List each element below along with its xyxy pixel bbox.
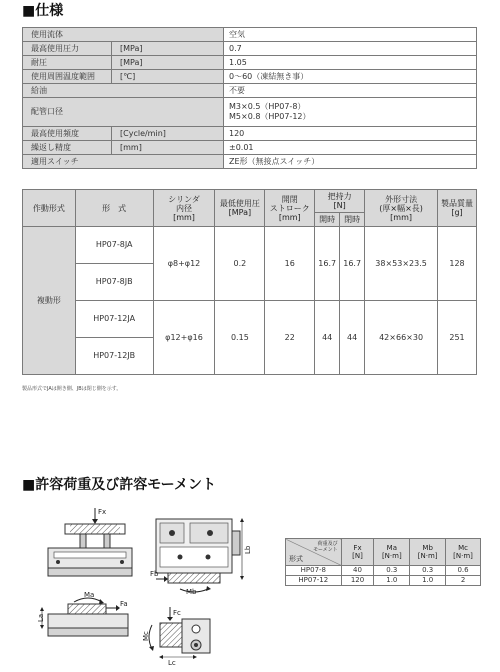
header-line: 把持力 — [327, 192, 352, 201]
header-unit: [mm] — [278, 212, 301, 222]
header-line: 開閉 — [281, 194, 298, 204]
header-line: 内径 — [175, 203, 192, 213]
moment-table-header-row — [286, 539, 481, 566]
moment-value-cell: 1.0 — [410, 576, 446, 586]
spec-row — [23, 127, 477, 141]
header-unit: [N] — [352, 552, 363, 560]
header-mc — [446, 539, 481, 566]
corner-header — [286, 539, 342, 566]
header-mb — [410, 539, 446, 566]
model-cell: HP07-8JB — [75, 264, 153, 301]
header-unit: [MPa] — [228, 208, 252, 217]
spec-row — [23, 56, 477, 70]
grip-close-cell: 16.7 — [340, 227, 365, 301]
table-row — [286, 566, 481, 576]
header-grip-open: 開時 — [315, 213, 340, 227]
header-line: Fx — [353, 544, 362, 552]
model-table-header-row — [23, 190, 477, 213]
header-unit: [N] — [333, 201, 346, 210]
mass-cell: 128 — [438, 227, 477, 301]
min-pressure-cell: 0.15 — [215, 301, 265, 375]
corner-header-top: 荷重及び モーメント — [313, 541, 338, 553]
spec-value: 空気 — [224, 28, 477, 42]
ma-label: Ma — [84, 591, 95, 599]
grip-open-cell: 16.7 — [315, 227, 340, 301]
spec-label: 配管口径 — [23, 98, 224, 127]
spec-label: 使用周囲温度範囲 — [23, 70, 112, 84]
header-unit: [N·m] — [381, 552, 402, 560]
model-cell: HP07-12JB — [75, 338, 153, 375]
moment-value-cell: 1.0 — [374, 576, 410, 586]
table-row — [23, 301, 477, 338]
spec-row — [23, 98, 477, 127]
header-grip-close: 閉時 — [340, 213, 365, 227]
spec-value: 1.05 — [224, 56, 477, 70]
min-pressure-cell: 0.2 — [215, 227, 265, 301]
spec-unit: [MPa] — [112, 56, 224, 70]
header-fx — [341, 539, 374, 566]
stroke-cell: 22 — [265, 301, 315, 375]
header-line: 製品質量 — [441, 199, 474, 208]
spec-row — [23, 84, 477, 98]
header-unit: [N·m] — [417, 552, 438, 560]
spec-label: 繰返し精度 — [23, 141, 112, 155]
moment-value-cell: 0.3 — [374, 566, 410, 576]
fc-label: Fc — [173, 609, 181, 617]
header-model: 形 式 — [75, 190, 153, 227]
spec-label: 給油 — [23, 84, 224, 98]
table-row — [23, 227, 477, 264]
mc-moment-diagram — [140, 605, 220, 667]
header-cylinder — [153, 190, 215, 227]
spec-row — [23, 155, 477, 169]
mb-moment-diagram — [150, 515, 255, 595]
grip-close-cell: 44 — [340, 301, 365, 375]
header-unit: [mm] — [390, 212, 412, 222]
table-row — [286, 576, 481, 586]
spec-unit: [℃] — [112, 70, 224, 84]
header-line: 外形寸法 — [385, 194, 418, 204]
ma-moment-diagram — [36, 590, 136, 640]
header-line: シリンダ — [168, 194, 200, 204]
spec-label: 適用スイッチ — [23, 155, 224, 169]
header-ma — [374, 539, 410, 566]
spec-row — [23, 28, 477, 42]
spec-value-line: M5×0.8（HP07-12） — [229, 112, 311, 121]
moment-value-cell: 40 — [341, 566, 374, 576]
spec-value: 不要 — [224, 84, 477, 98]
spec-label: 使用流体 — [23, 28, 224, 42]
header-min-pressure — [215, 190, 265, 227]
header-line: Mb — [422, 544, 433, 552]
type-cell: 複動形 — [23, 227, 76, 375]
corner-header-bottom: 形式 — [289, 555, 303, 563]
header-unit: [g] — [451, 208, 463, 217]
spec-row — [23, 42, 477, 56]
dims-cell: 42×66×30 — [365, 301, 438, 375]
spec-unit: [Cycle/min] — [112, 127, 224, 141]
bore-cell: φ12+φ16 — [153, 301, 215, 375]
header-unit: [mm] — [173, 212, 195, 222]
moment-value-cell: 0.3 — [410, 566, 446, 576]
moment-model-cell: HP07-12 — [286, 576, 342, 586]
moment-section-title: ■許容荷重及び許容モーメント — [22, 477, 216, 493]
stroke-cell: 16 — [265, 227, 315, 301]
moment-model-cell: HP07-8 — [286, 566, 342, 576]
spec-value: 0〜60（凍結無き事） — [224, 70, 477, 84]
header-line: Mc — [458, 544, 468, 552]
header-unit: [N·m] — [453, 552, 473, 560]
lc-label: Lc — [168, 659, 176, 667]
spec-label: 耐圧 — [23, 56, 112, 70]
header-grip — [315, 190, 365, 213]
model-cell: HP07-8JA — [75, 227, 153, 264]
header-line: ストローク — [269, 203, 310, 213]
model-cell: HP07-12JA — [75, 301, 153, 338]
grip-open-cell: 44 — [315, 301, 340, 375]
lb-label: Lb — [244, 545, 252, 554]
header-line: 最低使用圧 — [219, 199, 260, 208]
spec-unit: [mm] — [112, 141, 224, 155]
spec-label: 最高使用頻度 — [23, 127, 112, 141]
model-table — [22, 189, 477, 375]
spec-unit: [MPa] — [112, 42, 224, 56]
spec-value: 120 — [224, 127, 477, 141]
moment-value-cell: 120 — [341, 576, 374, 586]
moment-value-cell: 0.6 — [446, 566, 481, 576]
fb-label: Fb — [150, 570, 159, 578]
spec-value: ZE形（無接点スイッチ） — [224, 155, 477, 169]
spec-section-title: ■仕様 — [22, 3, 64, 19]
fx-load-diagram — [40, 505, 140, 583]
footnote: 製品形式でJAは開き側、JBは閉じ側を示す。 — [22, 386, 122, 392]
spec-label: 最高使用圧力 — [23, 42, 112, 56]
mb-label: Mb — [186, 588, 197, 595]
mc-label: Mc — [142, 631, 150, 641]
spec-value — [224, 98, 477, 127]
spec-row — [23, 141, 477, 155]
la-label: La — [37, 613, 45, 622]
fa-label: Fa — [120, 600, 128, 608]
header-stroke — [265, 190, 315, 227]
header-line: (厚×幅×長) — [379, 203, 423, 213]
spec-table — [22, 27, 477, 169]
spec-value-line: M3×0.5（HP07-8） — [229, 102, 306, 111]
header-mass — [438, 190, 477, 227]
fx-label: Fx — [98, 508, 107, 516]
moment-table — [285, 538, 481, 586]
spec-row — [23, 70, 477, 84]
header-line: Ma — [386, 544, 397, 552]
dims-cell: 38×53×23.5 — [365, 227, 438, 301]
header-type: 作動形式 — [23, 190, 76, 227]
spec-value: ±0.01 — [224, 141, 477, 155]
bore-cell: φ8+φ12 — [153, 227, 215, 301]
header-dims — [365, 190, 438, 227]
mass-cell: 251 — [438, 301, 477, 375]
moment-value-cell: 2 — [446, 576, 481, 586]
spec-value: 0.7 — [224, 42, 477, 56]
